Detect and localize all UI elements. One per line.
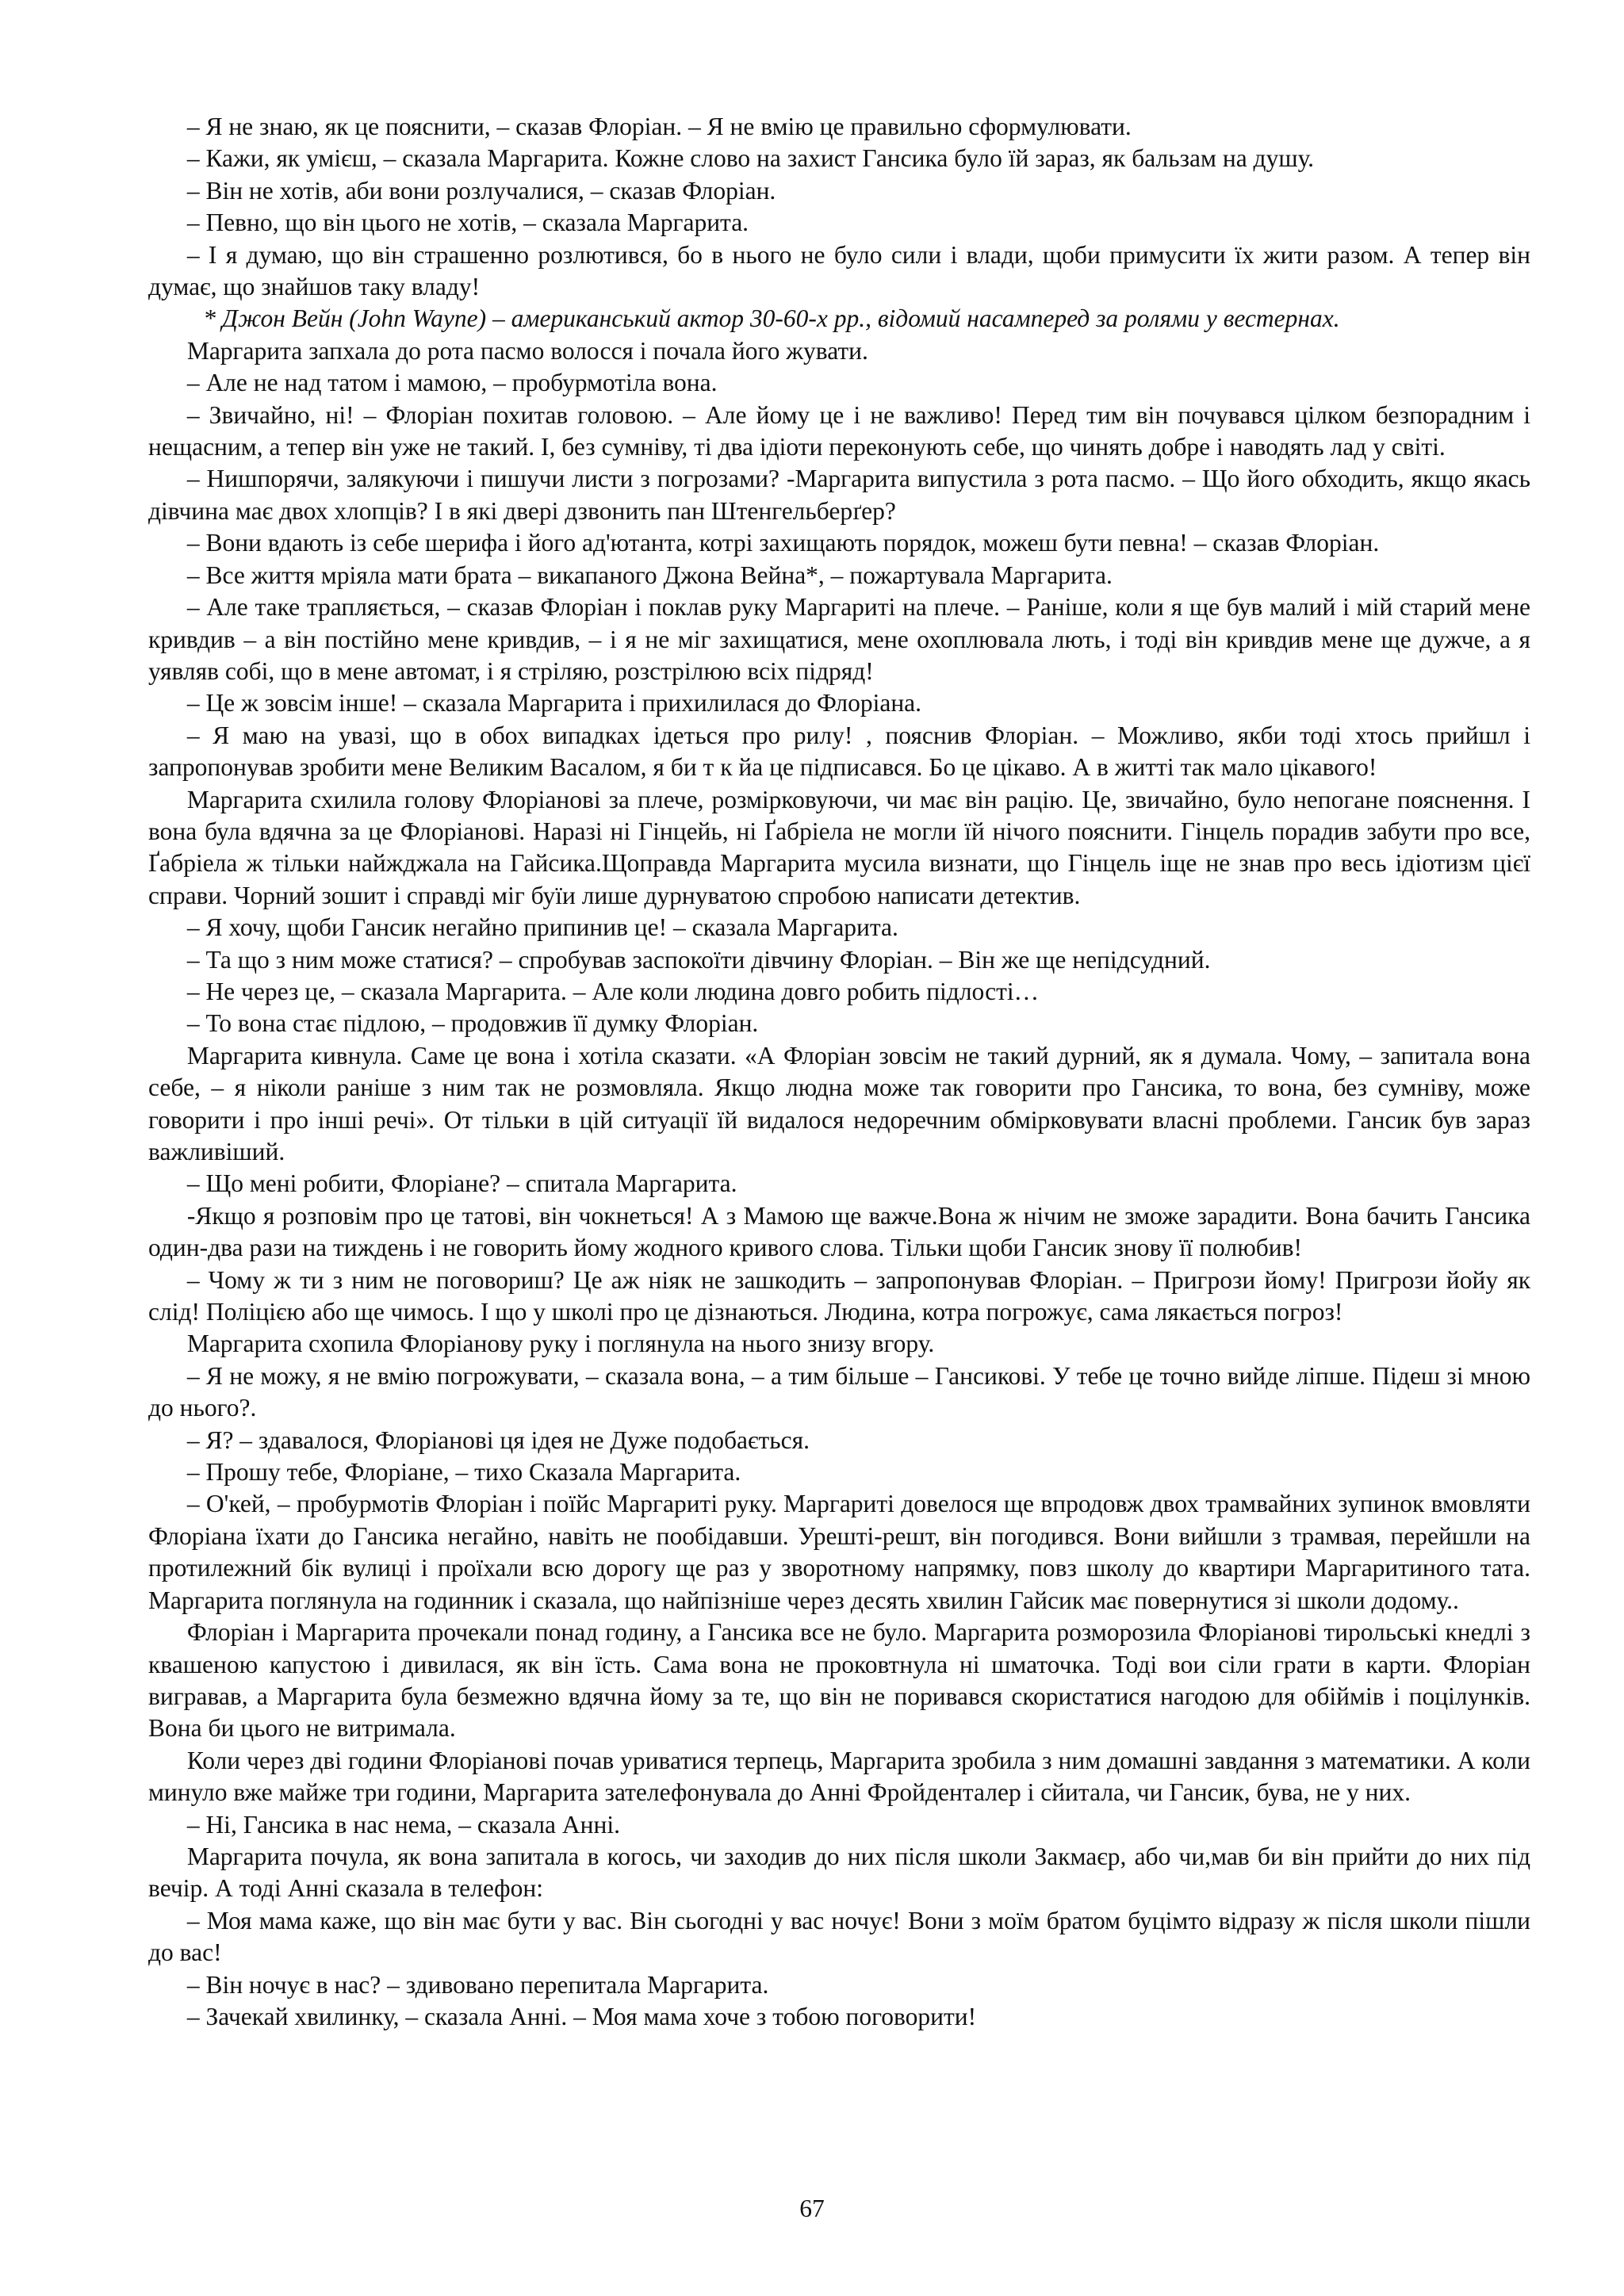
- page-number: 67: [799, 2195, 825, 2222]
- paragraph: – Звичайно, ні! – Флоріан похитав головою. – Але йому це і не важливо! Перед тим він почувався цілком безпорадним і нещасним, а тепер він уже не такий. І, без сумніву, ті два ідіоти переконують себе, що чинять добре і наводять лад у світі.: [148, 400, 1530, 461]
- paragraph: – Моя мама каже, що він має бути у вас. Він сьогодні у вас ночує! Вони з моїм братом буцімто відразу ж після школи пішли до вас!: [148, 1906, 1530, 1967]
- paragraph: Маргарита кивнула. Саме це вона і хотіла сказати. «А Флоріан зовсім не такий дурний, як я думала. Чому, – запитала вона себе, – я ніколи раніше з ним так не розмовляла. Якщо людна може так говорити про Гансика, то вона, без сумніву, може говорити і про інші речі». От тільки в цій ситуації їй видалося недоречним обмірковувати власні проблеми. Гансик був зараз важливіший.: [148, 1041, 1530, 1165]
- paragraph: – Нишпорячи, залякуючи і пишучи листи з погрозами? -Маргарита випустила з рота пасмо. – Що його обходить, якщо якась дівчина має двох хлопців? І в які двері дзвонить пан Штенгельберґер?: [148, 465, 1530, 525]
- paragraph: – Але не над татом і мамою, – пробурмотіла вона.: [186, 369, 718, 397]
- paragraph: Маргарита почула, як вона запитала в когось, чи заходив до них після школи Закмаєр, або чи,мав би він прийти до них під вечір. А тоді Анні сказала в телефон:: [148, 1842, 1530, 1903]
- paragraph: -Якщо я розповім про це татові, він чокнеться! А з Мамою ще важче.Вона ж нічим не зможе зарадити. Вона бачить Гансика один-два рази на тиждень і не говорить йому жодного кривого слова. Тільки щоби Гансик знову її полюбив!: [148, 1201, 1530, 1262]
- paragraph: – Це ж зовсім інше! – сказала Маргарита і прихилилася до Флоріана.: [186, 689, 922, 718]
- paragraph: – Я не можу, я не вмію погрожувати, – сказала вона, – а тим більше – Гансикові. У тебе це точно вийде ліпше. Підеш зі мною до нього?.: [148, 1361, 1530, 1422]
- page-body: [148, 111, 1530, 2033]
- paragraph: – Я хочу, щоби Гансик негайно припинив це! – сказала Маргарита.: [186, 913, 898, 942]
- paragraph: – Я маю на увазі, що в обох випадках ідеться про рилу! , пояснив Флоріан. – Можливо, якби тоді хтось прийшл і запропонував зробити мене Великим Васалом, я би т к йа це підписався. Бо це цікаво. А в житті так мало цікавого!: [148, 721, 1530, 782]
- paragraph: – Вони вдають із себе шерифа і його ад'ютанта, котрі захищають порядок, можеш бути певна! – сказав Флоріан.: [186, 529, 1380, 557]
- paragraph: Маргарита запхала до рота пасмо волосся і почала його жувати.: [186, 336, 868, 365]
- paragraph: – Він не хотів, аби вони розлучалися, – сказав Флоріан.: [186, 176, 776, 205]
- paragraph: – Я не знаю, як це пояснити, – сказав Флоріан. – Я не вмію це правильно сформулювати.: [186, 113, 1132, 140]
- paragraph: – Я? – здавалося, Флоріанові ця ідея не Дуже подобається.: [186, 1425, 810, 1454]
- paragraph: – Чому ж ти з ним не поговориш? Це аж ніяк не зашкодить – запропонував Флоріан. – Пригрози йому! Пригрози йойу як слід! Поліцією або ще чимось. І що у школі про це дізнаються. Людина, котра погрожує, сама лякається погроз!: [148, 1265, 1530, 1326]
- paragraph: – Не через це, – сказала Маргарита. – Але коли людина довго робить підлості…: [186, 977, 1040, 1005]
- paragraph: – Але таке трапляється, – сказав Флоріан і поклав руку Маргариті на плече. – Раніше, коли я ще був малий і мій старий мене кривдив – а він постійно мене кривдив, – і я не міг захищатися, мене охоплювала лють, і тоді він кривдив мене ще дужче, а я уявляв собі, що в мене автомат, і я стріляю, розстрілюю всіх підряд!: [148, 593, 1530, 685]
- paragraph: – Певно, що він цього не хотів, – сказала Маргарита.: [186, 209, 749, 237]
- paragraph: – Він ночує в нас? – здивовано перепитала Маргарита.: [186, 1970, 769, 1999]
- paragraph: Коли через дві години Флоріанові почав уриватися терпець, Маргарита зробила з ним домашні завдання з математики. А коли минуло вже майже три години, Маргарита зателефонувала до Анні Фройденталер і сйитала, чи Гансик, бува, не у них.: [148, 1746, 1530, 1807]
- paragraph: – Та що з ним може статися? – спробував заспокоїти дівчину Флоріан. – Він же ще непідсудний.: [186, 945, 1211, 974]
- paragraph: – О'кей, – пробурмотів Флоріан і поїйс Маргариті руку. Маргариті довелося ще впродовж двох трамвайних зупинок вмовляти Флоріана їхати до Гансика негайно, навіть не пообідавши. Урешті-решт, він погодився. Вони вийшли з трамвая, перейшли на протилежний бік вулиці і проїхали всю дорогу ще раз у зворотному напрямку, повз школу до квартири Маргаритиного тата. Маргарита поглянула на годинник і сказала, що найпізніше через десять хвилин Гайсик має повернутися зі школи додому..: [148, 1490, 1530, 1614]
- paragraph: – То вона стає підлою, – продовжив її думку Флоріан.: [186, 1009, 759, 1038]
- paragraph: – І я думаю, що він страшенно розлютився, бо в нього не було сили і влади, щоби примусити їх жити разом. А тепер він думає, що знайшов таку владу!: [148, 240, 1530, 301]
- paragraph: – Ні, Гансика в нас нема, – сказала Анні.: [186, 1810, 620, 1839]
- paragraph: Маргарита схопила Флоріанову руку і поглянула на нього знизу вгору.: [186, 1330, 935, 1358]
- paragraph: – Кажи, як умієш, – сказала Маргарита. Кожне слово на захист Гансика було їй зараз, як бальзам на душу.: [186, 144, 1315, 173]
- paragraph: – Прошу тебе, Флоріане, – тихо Сказала Маргарита.: [186, 1458, 741, 1487]
- paragraph: – Що мені робити, Флоріане? – спитала Маргарита.: [186, 1169, 737, 1198]
- paragraph: – Все життя мріяла мати брата – викапаного Джона Вейна*, – пожартувала Маргарита.: [186, 561, 1113, 589]
- footnote: * Джон Вейн (John Wayne) – американський актор 30-60-х рр., відомий насамперед за ролями у вестернах.: [203, 304, 1340, 333]
- paragraph: – Зачекай хвилинку, – сказала Анні. – Моя мама хоче з тобою поговорити!: [186, 2002, 977, 2030]
- paragraph: Маргарита схилила голову Флоріанові за плече, розмірковуючи, чи має він рацію. Це, звичайно, було непогане пояснення. І вона була вдячна за це Флоріанові. Наразі ні Гінцейь, ні Ґабріела не могли їй нічого пояснити. Гінцель порадив забути про все, Ґабріела ж тільки найжджала на Гайсика.Щоправда Маргарита мусила визнати, що Гінцель іще не знав про весь ідіотизм цієї справи. Чорний зошит і справді міг буїи лише дурнуватою спробою написати детектив.: [148, 785, 1530, 909]
- paragraph: Флоріан і Маргарита прочекали понад годину, а Гансика все не було. Маргарита розморозила Флоріанові тирольські кнедлі з квашеною капустою і дивилася, як він їсть. Сама вона не проковтнула ні шматочка. Тоді вои сіли грати в карти. Флоріан вигравав, а Маргарита була безмежно вдячна йому за те, що він не поривався скористатися нагодою для обіймів і поцілунків. Вона би цього не витримала.: [148, 1618, 1530, 1743]
